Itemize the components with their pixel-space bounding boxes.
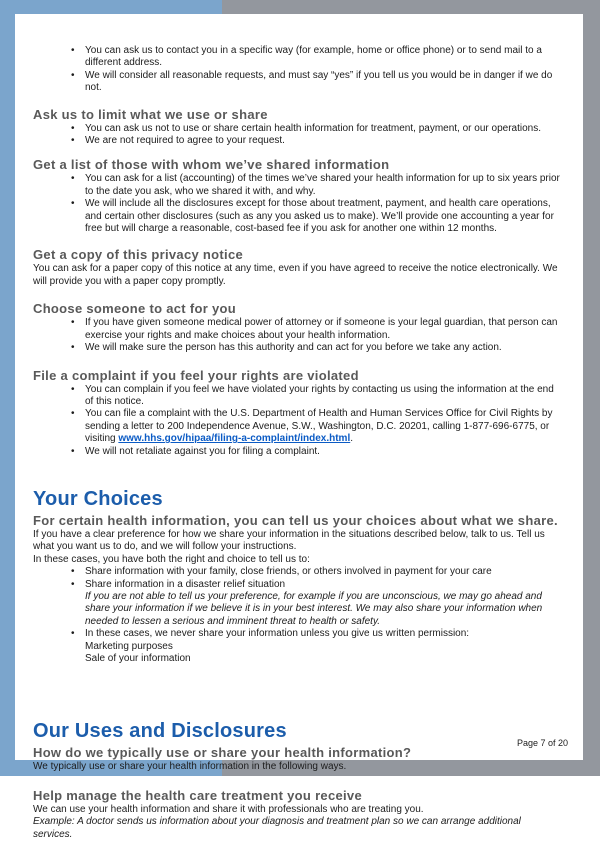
heading-file-complaint: File a complaint if you feel your rights are violated	[33, 367, 359, 383]
never-share-marketing: Marketing purposes	[85, 640, 173, 652]
page-border-blue-left	[0, 0, 15, 776]
never-share-sale: Sale of your information	[85, 653, 191, 664]
section-spacer	[33, 458, 563, 488]
complaint-hhs-text: You can file a complaint with the U.S. Department of Health and Human Services Office for Civil Rights by sending a letter to 200 Independence Avenue, S.W., Washington, D.C. 20201, calling 1-877-696-6775, or visiting	[85, 408, 553, 445]
shared-list-bullet-list	[33, 173, 563, 235]
heading-limit-use-share: Ask us to limit what we use or share	[33, 106, 268, 122]
complaint-hhs-period: .	[350, 433, 354, 445]
bullet-not-required-agree: • We are not required to agree to your request.	[85, 135, 563, 147]
heading-copy-notice: Get a copy of this privacy notice	[33, 247, 244, 263]
disaster-relief-main: • Share information in a disaster relief situation	[85, 578, 286, 590]
subheading-typical-use: How do we typically use or share your health information?	[33, 745, 412, 761]
subheading-your-choices: For certain health information, you can tell us your choices about what we share.	[33, 512, 558, 528]
heading-help-manage-treatment: Help manage the health care treatment you receive	[33, 787, 362, 803]
your-choices-paragraph-1: If you have a clear preference for how we share your information in the situations described below, talk to us. Tell us what you want us to do, and we will follow your instructions.	[33, 528, 545, 553]
uses-example: Example: A doctor sends us information about your diagnosis and treatment plan so we can arrange additional services.	[33, 816, 521, 840]
page-number: Page 7 of 20	[516, 738, 568, 748]
bullet-accounting-list: • You can ask for a list (accounting) of the times we’ve shared your health information for up to six years prior to the date you ask, who we shared it with, and why.	[85, 173, 563, 198]
bullet-disaster-relief	[85, 579, 563, 629]
uses-paragraph-1: We typically use or share your health information in the following ways.	[33, 761, 347, 773]
bullet-ask-not-share: • You can ask us not to use or share certain health information for treatment, payment, or our operations.	[85, 123, 563, 135]
bullet-contact-specific-way: • You can ask us to contact you in a specific way (for example, home or office phone) or to send mail to a different address.	[85, 45, 563, 70]
bullet-consider-requests: • We will consider all reasonable requests, and must say “yes” if you tell us you would be in danger if we do not.	[85, 70, 563, 95]
document-content	[15, 14, 583, 841]
complaint-bullet-list	[33, 384, 563, 458]
document-page-body	[15, 14, 583, 840]
bullet-never-share	[85, 628, 563, 665]
bullet-share-family: • Share information with your family, close friends, or others involved in payment for your care	[85, 566, 563, 578]
disaster-relief-note: If you are not able to tell us your preference, for example if you are unconscious, we may go ahead and share your information if we believe it is in your best interest. We may also share your information when needed to lessen a serious and imminent threat to health or safety.	[85, 590, 543, 627]
hhs-complaint-link[interactable]: www.hhs.gov/hipaa/filing-a-complaint/index.html	[118, 433, 351, 445]
section-spacer	[33, 665, 563, 695]
bullet-include-disclosures: • We will include all the disclosures except for those about treatment, payment, and health care operations, and certain other disclosures (such as any you asked us to make). We’ll provide one accounting a year for free but will charge a reasonable, cost-based fee if you ask for another one within 12 months.	[85, 198, 563, 235]
intro-bullet-list	[33, 45, 563, 95]
heading-uses-disclosures: Our Uses and Disclosures	[33, 720, 287, 743]
your-choices-paragraph-2: In these cases, you have both the right and choice to tell us to:	[33, 553, 310, 565]
bullet-verify-authority: • We will make sure the person has this authority and can act for you before we take any action.	[85, 342, 563, 354]
bullet-complain-contact-us: • You can complain if you feel we have violated your rights by contacting us using the information at the end of this notice.	[85, 384, 563, 409]
act-for-you-bullet-list	[33, 317, 563, 354]
page-border-blue-top	[0, 0, 222, 14]
copy-notice-body: You can ask for a paper copy of this notice at any time, even if you have agreed to receive the notice electronically. We will provide you with a paper copy promptly.	[33, 263, 558, 287]
uses-paragraph-2: We can use your health information and share it with professionals who are treating you.	[33, 803, 424, 815]
limit-bullet-list	[33, 123, 563, 148]
bullet-file-with-hhs	[85, 408, 563, 445]
bullet-no-retaliation: • We will not retaliate against you for filing a complaint.	[85, 446, 563, 458]
heading-your-choices: Your Choices	[33, 487, 163, 510]
never-share-main: • In these cases, we never share your information unless you give us written permission:	[85, 628, 470, 640]
bullet-power-of-attorney: • If you have given someone medical power of attorney or if someone is your legal guardian, that person can exercise your rights and make choices about your health information.	[85, 317, 563, 342]
your-choices-bullet-list	[33, 566, 563, 665]
heading-list-shared: Get a list of those with whom we’ve shared information	[33, 157, 390, 173]
section-spacer	[33, 695, 563, 720]
heading-choose-someone: Choose someone to act for you	[33, 301, 237, 317]
